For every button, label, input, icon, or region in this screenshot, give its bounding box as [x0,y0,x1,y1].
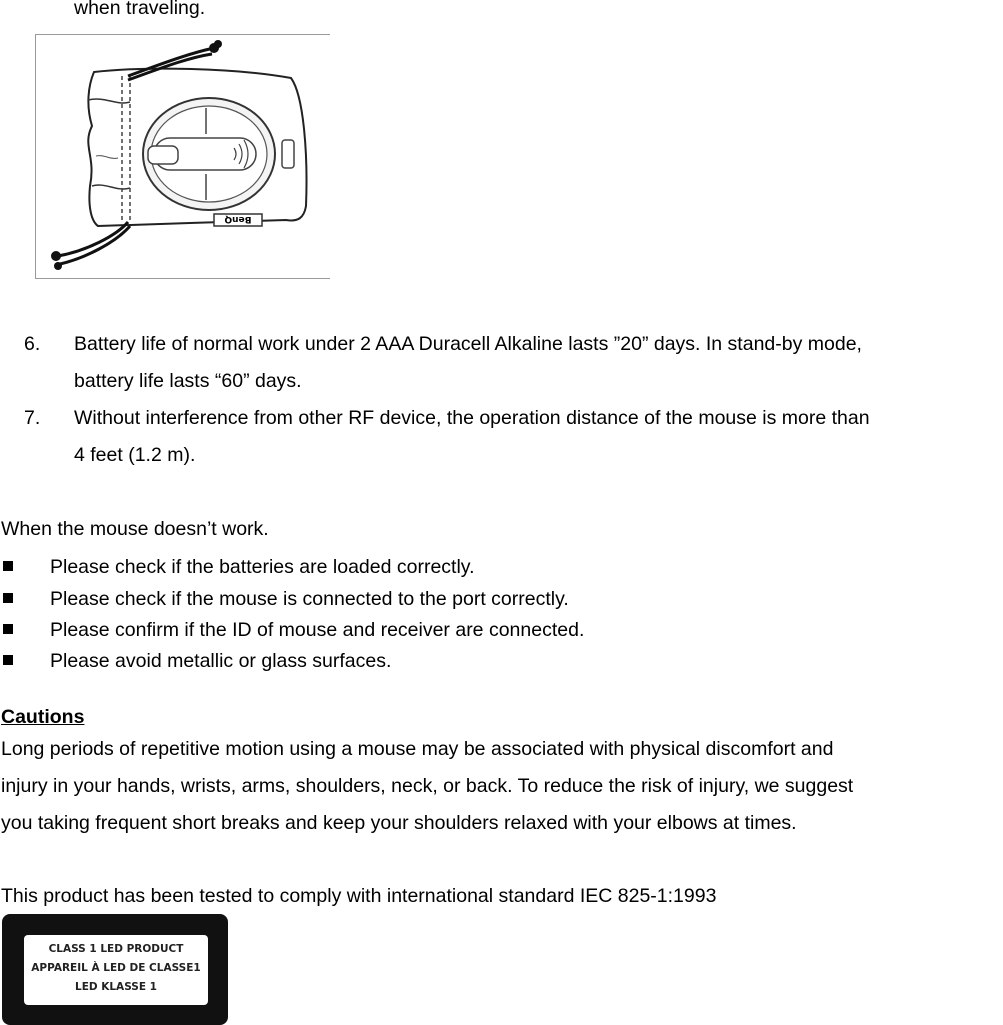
led-class-label-inner [24,935,208,1005]
intro-tail: when traveling. [74,0,206,19]
mouse-pouch-icon [36,36,326,276]
cautions-line: injury in your hands, wrists, arms, shoulders, neck, or back. To reduce the risk of injury, we suggest [1,775,854,797]
led-label-line: CLASS 1 LED PRODUCT [48,943,184,955]
list-number: 6. [24,333,41,355]
bullet-square-icon [3,593,13,603]
bullet-square-icon [3,561,13,571]
bullet-item: Please avoid metallic or glass surfaces. [50,650,392,672]
led-class-label [2,914,228,1025]
led-label-line: APPAREIL À LED DE CLASSE1 [31,962,201,974]
cautions-line: you taking frequent short breaks and keep your shoulders relaxed with your elbows at times. [1,812,797,834]
list-item-line: 4 feet (1.2 m). [74,444,196,466]
list-item-line: Battery life of normal work under 2 AAA Duracell Alkaline lasts ”20” days. In stand-by mode, [74,333,862,355]
list-number: 7. [24,407,41,429]
bullet-item: Please check if the mouse is connected to the port correctly. [50,588,569,610]
troubleshooting-heading: When the mouse doesn’t work. [1,518,269,540]
led-label-line: LED KLASSE 1 [75,981,157,993]
cautions-heading: Cautions [1,706,85,728]
bullet-item: Please check if the batteries are loaded correctly. [50,556,475,578]
bullet-square-icon [3,655,13,665]
cautions-line: Long periods of repetitive motion using a mouse may be associated with physical discomfort and [1,738,834,760]
list-item-line: Without interference from other RF device, the operation distance of the mouse is more than [74,407,870,429]
compliance-statement: This product has been tested to comply with international standard IEC 825-1:1993 [1,885,717,907]
bullet-item: Please confirm if the ID of mouse and receiver are connected. [50,619,585,641]
brand-tag-text: BenQ [224,214,252,224]
bullet-square-icon [3,624,13,634]
list-item-line: battery life lasts “60” days. [74,370,302,392]
